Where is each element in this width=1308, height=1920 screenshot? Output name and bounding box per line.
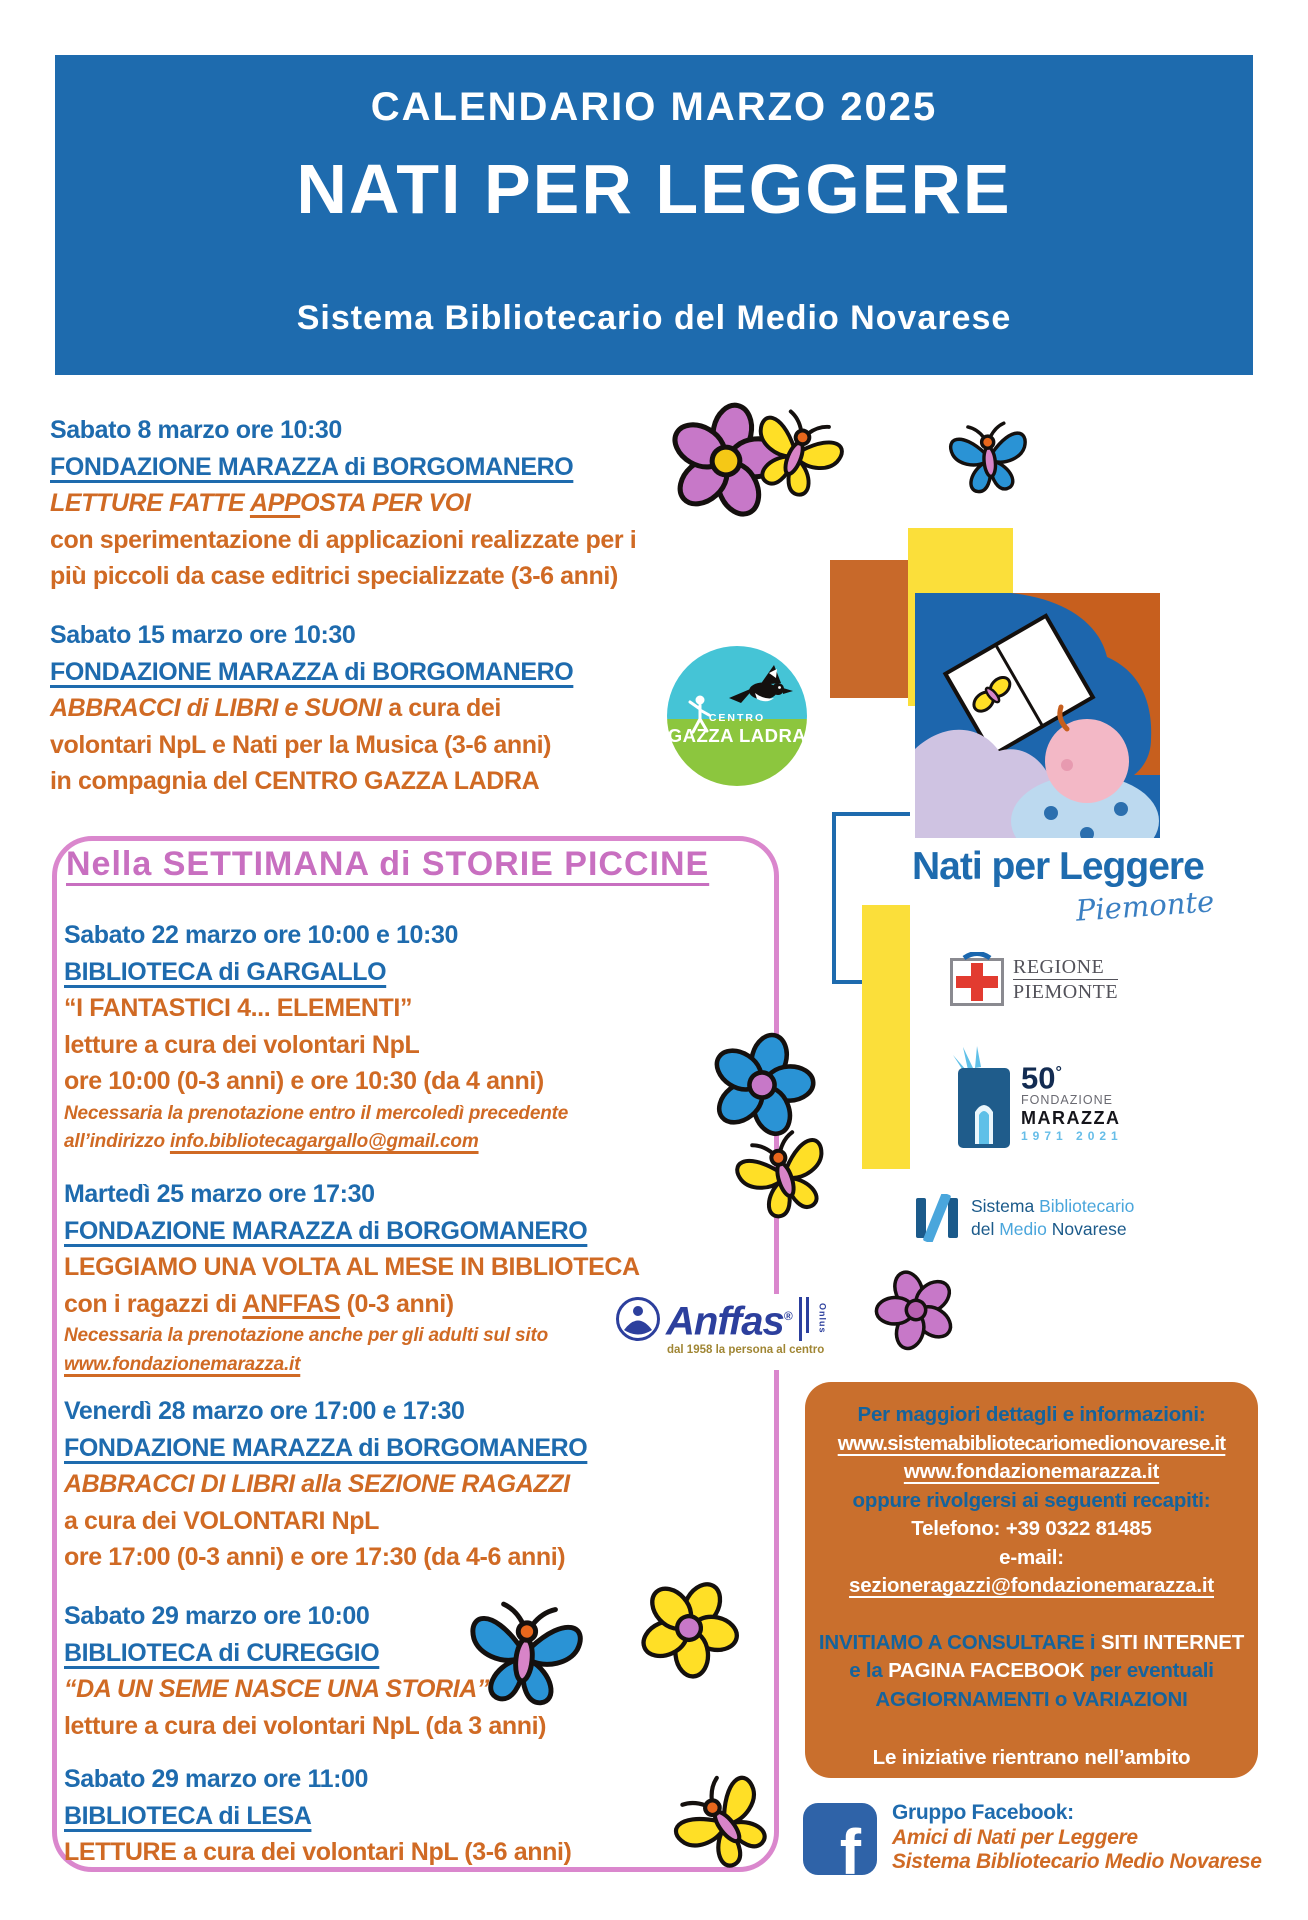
header-subtitle: Sistema Bibliotecario del Medio Novarese <box>296 299 1012 337</box>
event-date: Sabato 22 marzo ore 10:00 e 10:30 <box>64 921 458 949</box>
week-box-title: Nella SETTIMANA di STORIE PICCINE <box>66 845 710 883</box>
regione-shield-icon <box>950 952 1004 1006</box>
email-line: e-mail: sezioneragazzi@fondazionemarazza.it <box>849 1545 1214 1597</box>
event-desc: più piccoli da case editrici specializzate (3-6 anni) <box>50 562 618 591</box>
marazza-wordmark: 50° FONDAZIONE MARAZZA 1971 2021 <box>1021 1060 1123 1144</box>
event-title: “DA UN SEME NASCE UNA STORIA” <box>64 1675 490 1704</box>
event-venue: BIBLIOTECA di GARGALLO <box>64 957 387 986</box>
butterfly-icon <box>457 1582 593 1718</box>
info-line: e la PAGINA FACEBOOK per eventuali <box>849 1659 1214 1682</box>
info-line: oppure rivolgersi ai seguenti recapiti: <box>852 1488 1211 1512</box>
event-desc: con sperimentazione di applicazioni realizzate per i <box>50 525 637 554</box>
event-desc: a cura dei VOLONTARI NpL <box>64 1506 379 1535</box>
centro-gazza-ladra-logo <box>667 646 807 786</box>
event-desc: letture a cura dei volontari NpL <box>64 1030 420 1059</box>
marazza-book-icon <box>952 1046 1014 1152</box>
website-link[interactable]: www.sistemabibliotecariomedionovarese.it <box>837 1431 1226 1455</box>
sistema-bibliotecario-logo <box>913 1194 1134 1242</box>
sbmn-wordmark: Sistema Bibliotecario del Medio Novarese <box>971 1196 1135 1239</box>
fondazione-marazza-logo <box>952 1046 1123 1152</box>
npl-reading-illustration <box>915 593 1160 838</box>
event-date: Martedì 25 marzo ore 17:30 <box>64 1180 375 1208</box>
header-banner <box>55 55 1253 375</box>
gazza-label: GAZZA LADRA <box>667 725 807 746</box>
facebook-icon[interactable]: f <box>803 1803 877 1875</box>
event-block-22-marzo <box>64 917 568 1156</box>
event-block-25-marzo <box>64 1176 640 1379</box>
event-venue: BIBLIOTECA di CUREGGIO <box>64 1638 380 1667</box>
event-date: Sabato 29 marzo ore 10:00 <box>64 1602 370 1630</box>
event-note: Necessaria la prenotazione entro il mercoledì precedente <box>64 1102 569 1124</box>
event-desc: in compagnia del CENTRO GAZZA LADRA <box>50 767 540 796</box>
anffas-wordmark: Anffas® <box>666 1299 792 1344</box>
info-line: INVITIAMO A CONSULTARE i SITI INTERNET <box>818 1630 1245 1654</box>
info-line: AGGIORNAMENTI o VARIAZIONI <box>875 1687 1188 1711</box>
event-note: Necessaria la prenotazione anche per gli adulti sul sito <box>64 1325 549 1347</box>
website-link[interactable]: www.fondazionemarazza.it <box>903 1460 1160 1483</box>
event-date: Sabato 8 marzo ore 10:30 <box>50 416 342 444</box>
regione-piemonte-logo <box>950 952 1118 1006</box>
info-box <box>805 1382 1258 1798</box>
event-date: Sabato 15 marzo ore 10:30 <box>50 621 356 649</box>
info-line: di Nati per Leggere Piemonte <box>892 1774 1171 1798</box>
event-desc: letture a cura dei volontari NpL (da 3 anni) <box>64 1711 547 1740</box>
event-title: ABBRACCI DI LIBRI alla SEZIONE RAGAZZI <box>64 1470 570 1499</box>
facebook-label: Gruppo Facebook: <box>892 1801 1074 1824</box>
gazza-label-small: CENTRO <box>708 712 766 724</box>
npl-piemonte-script: Piemonte <box>1074 884 1216 928</box>
email-link[interactable]: info.bibliotecagargallo@gmail.com <box>169 1131 479 1153</box>
event-venue: FONDAZIONE MARAZZA di BORGOMANERO <box>64 1433 588 1462</box>
info-line: Per maggiori dettagli e informazioni: <box>857 1403 1206 1426</box>
event-date: Venerdì 28 marzo ore 17:00 e 17:30 <box>64 1397 465 1425</box>
event-desc: con i ragazzi di ANFFAS (0-3 anni) <box>64 1289 454 1318</box>
facebook-group-name[interactable]: Amici di Nati per Leggere <box>892 1825 1138 1849</box>
event-title: LETTURE FATTE APPOSTA PER VOI <box>50 489 471 518</box>
event-title: ABBRACCI di LIBRI e SUONI a cura dei <box>50 694 501 723</box>
event-block-8-marzo <box>50 412 636 595</box>
orange-rectangle-shape <box>830 560 912 698</box>
facebook-group-info <box>892 1801 1262 1875</box>
header-kicker: CALENDARIO MARZO 2025 <box>370 85 938 129</box>
books-n-icon <box>913 1194 961 1242</box>
anffas-onlus-label: Onlus <box>817 1303 828 1334</box>
flower-icon <box>860 1254 973 1367</box>
event-desc: volontari NpL e Nati per la Musica (3-6 anni) <box>50 730 552 759</box>
phone-number: Telefono: +39 0322 81485 <box>911 1517 1152 1540</box>
anffas-tagline: dal 1958 la persona al centro <box>667 1344 825 1357</box>
anffas-logo <box>615 1294 855 1370</box>
yellow-strip-shape <box>862 905 910 1169</box>
event-venue: FONDAZIONE MARAZZA di BORGOMANERO <box>50 452 574 481</box>
event-block-29-marzo-lesa <box>64 1761 571 1871</box>
event-venue: FONDAZIONE MARAZZA di BORGOMANERO <box>50 657 574 686</box>
website-link[interactable]: www.fondazionemarazza.it <box>64 1353 301 1375</box>
event-desc: ore 17:00 (0-3 anni) e ore 17:30 (da 4-6 anni) <box>64 1543 566 1572</box>
event-venue: FONDAZIONE MARAZZA di BORGOMANERO <box>64 1216 588 1245</box>
butterfly-icon <box>942 408 1037 503</box>
page-title: NATI PER LEGGERE <box>296 150 1012 228</box>
event-block-15-marzo <box>50 617 573 800</box>
nati-per-leggere-logo <box>912 845 1258 928</box>
event-note <box>64 1351 640 1379</box>
event-title: “I FANTASTICI 4... ELEMENTI” <box>64 994 413 1023</box>
event-venue: BIBLIOTECA di LESA <box>64 1801 312 1830</box>
email-link[interactable]: sezioneragazzi@fondazionemarazza.it <box>849 1574 1214 1597</box>
event-note: all’indirizzo info.bibliotecagargallo@gmail.com <box>64 1131 479 1153</box>
regione-wordmark: REGIONE PIEMONTE <box>1013 955 1119 1003</box>
event-desc: LETTURE a cura dei volontari NpL (3-6 anni) <box>64 1838 572 1867</box>
magpie-icon <box>725 662 805 706</box>
facebook-group-name[interactable]: Sistema Bibliotecario Medio Novarese <box>892 1850 1262 1873</box>
event-block-28-marzo <box>64 1393 587 1576</box>
anffas-emblem-icon <box>615 1296 661 1342</box>
event-title: LEGGIAMO UNA VOLTA AL MESE IN BIBLIOTECA <box>64 1253 640 1282</box>
anffas-flag-icon <box>797 1296 813 1342</box>
info-line: Le iniziative rientrano nell’ambito <box>872 1746 1191 1769</box>
event-desc: ore 10:00 (0-3 anni) e ore 10:30 (da 4 anni) <box>64 1067 544 1096</box>
npl-wordmark: Nati per Leggere <box>912 845 1204 888</box>
event-date: Sabato 29 marzo ore 11:00 <box>64 1765 369 1793</box>
